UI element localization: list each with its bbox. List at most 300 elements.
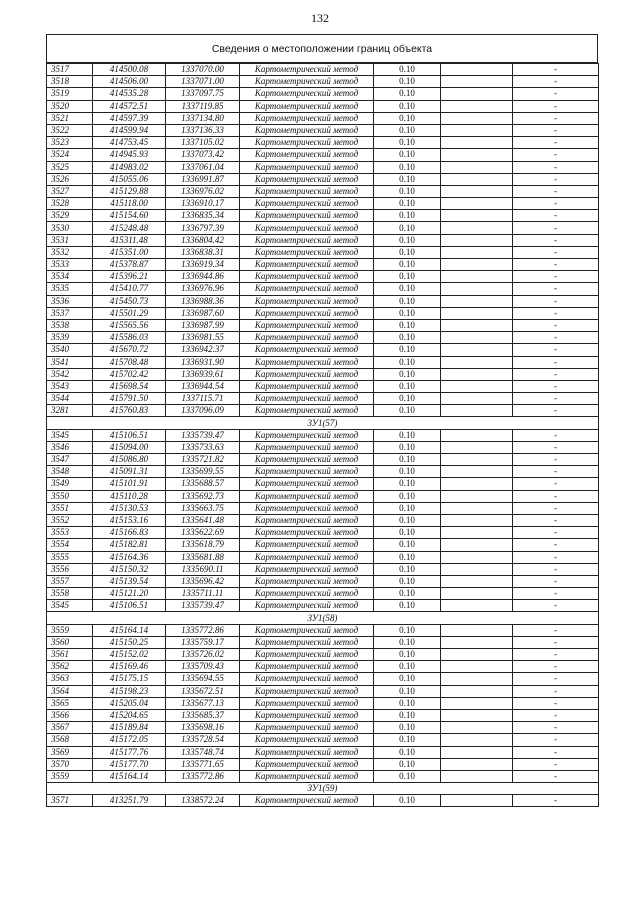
method-cell: Картометрический метод [240,88,374,100]
table-row [47,466,599,478]
x-coordinate-cell: 415177.70 [93,758,166,770]
point-number-cell: 3565 [47,697,93,709]
empty-cell [441,88,513,100]
y-coordinate-cell: 1335694.55 [166,673,240,685]
empty-cell [441,770,513,782]
empty-cell [441,332,513,344]
accuracy-cell: 0.10 [374,64,441,76]
y-coordinate-cell: 1337115.71 [166,393,240,405]
x-coordinate-cell: 415164.14 [93,770,166,782]
description-cell: - [513,198,599,210]
empty-cell [441,185,513,197]
method-cell: Картометрический метод [240,319,374,331]
accuracy-cell: 0.10 [374,307,441,319]
x-coordinate-cell: 415094.00 [93,441,166,453]
accuracy-cell: 0.10 [374,588,441,600]
y-coordinate-cell: 1335696.42 [166,575,240,587]
point-number-cell: 3548 [47,466,93,478]
table-row [47,575,599,587]
accuracy-cell: 0.10 [374,770,441,782]
description-cell: - [513,405,599,417]
method-cell: Картометрический метод [240,563,374,575]
table-row [47,697,599,709]
point-number-cell: 3517 [47,64,93,76]
y-coordinate-cell: 1335733.63 [166,441,240,453]
method-cell: Картометрический метод [240,246,374,258]
x-coordinate-cell: 415152.02 [93,649,166,661]
y-coordinate-cell: 1335685.37 [166,709,240,721]
method-cell: Картометрический метод [240,198,374,210]
y-coordinate-cell: 1336976.96 [166,283,240,295]
point-number-cell: 3568 [47,734,93,746]
y-coordinate-cell: 1336987.60 [166,307,240,319]
boundary-points-table [46,63,599,807]
table-row [47,259,599,271]
table-row [47,551,599,563]
method-cell: Картометрический метод [240,283,374,295]
description-cell: - [513,344,599,356]
accuracy-cell: 0.10 [374,624,441,636]
y-coordinate-cell: 1335641.48 [166,514,240,526]
x-coordinate-cell: 415198.23 [93,685,166,697]
description-cell: - [513,271,599,283]
x-coordinate-cell: 415586.03 [93,332,166,344]
empty-cell [441,466,513,478]
method-cell: Картометрический метод [240,259,374,271]
point-number-cell: 3527 [47,185,93,197]
empty-cell [441,319,513,331]
table-title: Сведения о местоположении границ объекта [46,34,598,63]
description-cell: - [513,709,599,721]
method-cell: Картометрический метод [240,734,374,746]
boundary-table-frame [46,34,598,807]
accuracy-cell: 0.10 [374,405,441,417]
point-number-cell: 3553 [47,527,93,539]
x-coordinate-cell: 415130.53 [93,502,166,514]
x-coordinate-cell: 415205.04 [93,697,166,709]
accuracy-cell: 0.10 [374,319,441,331]
section-label: ЗУ1(58) [47,612,599,624]
section-label: ЗУ1(59) [47,783,599,795]
description-cell: - [513,137,599,149]
x-coordinate-cell: 415177.76 [93,746,166,758]
y-coordinate-cell: 1336976.02 [166,185,240,197]
table-row [47,149,599,161]
method-cell: Картометрический метод [240,429,374,441]
description-cell: - [513,588,599,600]
x-coordinate-cell: 415410.77 [93,283,166,295]
empty-cell [441,234,513,246]
accuracy-cell: 0.10 [374,271,441,283]
x-coordinate-cell: 415121.20 [93,588,166,600]
accuracy-cell: 0.10 [374,454,441,466]
x-coordinate-cell: 415182.81 [93,539,166,551]
point-number-cell: 3533 [47,259,93,271]
description-cell: - [513,88,599,100]
y-coordinate-cell: 1335771.65 [166,758,240,770]
empty-cell [441,795,513,807]
section-row [47,417,599,429]
x-coordinate-cell: 415153.16 [93,514,166,526]
empty-cell [441,307,513,319]
empty-cell [441,283,513,295]
y-coordinate-cell: 1337073.42 [166,149,240,161]
point-number-cell: 3545 [47,600,93,612]
table-row [47,198,599,210]
table-row [47,393,599,405]
empty-cell [441,124,513,136]
accuracy-cell: 0.10 [374,478,441,490]
method-cell: Картометрический метод [240,295,374,307]
x-coordinate-cell: 415150.25 [93,636,166,648]
x-coordinate-cell: 415501.29 [93,307,166,319]
y-coordinate-cell: 1335688.57 [166,478,240,490]
description-cell: - [513,539,599,551]
description-cell: - [513,685,599,697]
method-cell: Картометрический метод [240,588,374,600]
empty-cell [441,368,513,380]
accuracy-cell: 0.10 [374,283,441,295]
point-number-cell: 3535 [47,283,93,295]
section-row [47,783,599,795]
description-cell: - [513,490,599,502]
table-body [47,64,599,807]
y-coordinate-cell: 1335709.43 [166,661,240,673]
point-number-cell: 3519 [47,88,93,100]
x-coordinate-cell: 415154.60 [93,210,166,222]
accuracy-cell: 0.10 [374,429,441,441]
accuracy-cell: 0.10 [374,441,441,453]
description-cell: - [513,283,599,295]
point-number-cell: 3546 [47,441,93,453]
page-number: 132 [311,11,329,25]
y-coordinate-cell: 1336981.55 [166,332,240,344]
table-row [47,405,599,417]
empty-cell [441,161,513,173]
empty-cell [441,198,513,210]
accuracy-cell: 0.10 [374,88,441,100]
table-row [47,649,599,661]
point-number-cell: 3521 [47,112,93,124]
x-coordinate-cell: 415106.51 [93,600,166,612]
description-cell: - [513,307,599,319]
description-cell: - [513,76,599,88]
y-coordinate-cell: 1336804.42 [166,234,240,246]
description-cell: - [513,758,599,770]
x-coordinate-cell: 415106.51 [93,429,166,441]
accuracy-cell: 0.10 [374,734,441,746]
accuracy-cell: 0.10 [374,551,441,563]
method-cell: Картометрический метод [240,673,374,685]
accuracy-cell: 0.10 [374,709,441,721]
empty-cell [441,149,513,161]
section-label: ЗУ1(57) [47,417,599,429]
x-coordinate-cell: 414599.94 [93,124,166,136]
description-cell: - [513,234,599,246]
method-cell: Картометрический метод [240,527,374,539]
table-row [47,173,599,185]
y-coordinate-cell: 1336988.36 [166,295,240,307]
x-coordinate-cell: 415172.05 [93,734,166,746]
y-coordinate-cell: 1337096.09 [166,405,240,417]
x-coordinate-cell: 415129.88 [93,185,166,197]
y-coordinate-cell: 1337061.04 [166,161,240,173]
x-coordinate-cell: 414597.39 [93,112,166,124]
table-row [47,441,599,453]
empty-cell [441,454,513,466]
x-coordinate-cell: 415150.32 [93,563,166,575]
y-coordinate-cell: 1335728.54 [166,734,240,746]
point-number-cell: 3557 [47,575,93,587]
empty-cell [441,173,513,185]
accuracy-cell: 0.10 [374,210,441,222]
empty-cell [441,210,513,222]
y-coordinate-cell: 1338572.24 [166,795,240,807]
accuracy-cell: 0.10 [374,380,441,392]
x-coordinate-cell: 415351.00 [93,246,166,258]
table-row [47,478,599,490]
description-cell: - [513,210,599,222]
table-row [47,246,599,258]
x-coordinate-cell: 415118.00 [93,198,166,210]
y-coordinate-cell: 1337119.85 [166,100,240,112]
description-cell: - [513,332,599,344]
point-number-cell: 3525 [47,161,93,173]
table-row [47,588,599,600]
empty-cell [441,64,513,76]
method-cell: Картометрический метод [240,636,374,648]
method-cell: Картометрический метод [240,709,374,721]
description-cell: - [513,454,599,466]
point-number-cell: 3556 [47,563,93,575]
y-coordinate-cell: 1337134.80 [166,112,240,124]
table-row [47,234,599,246]
point-number-cell: 3530 [47,222,93,234]
method-cell: Картометрический метод [240,661,374,673]
point-number-cell: 3544 [47,393,93,405]
table-row [47,502,599,514]
description-cell: - [513,600,599,612]
empty-cell [441,490,513,502]
y-coordinate-cell: 1337071.00 [166,76,240,88]
method-cell: Картометрический метод [240,466,374,478]
x-coordinate-cell: 415698.54 [93,380,166,392]
method-cell: Картометрический метод [240,770,374,782]
point-number-cell: 3545 [47,429,93,441]
x-coordinate-cell: 414535.28 [93,88,166,100]
accuracy-cell: 0.10 [374,356,441,368]
empty-cell [441,380,513,392]
point-number-cell: 3537 [47,307,93,319]
empty-cell [441,563,513,575]
method-cell: Картометрический метод [240,124,374,136]
point-number-cell: 3542 [47,368,93,380]
empty-cell [441,709,513,721]
point-number-cell: 3563 [47,673,93,685]
x-coordinate-cell: 415169.46 [93,661,166,673]
point-number-cell: 3550 [47,490,93,502]
table-row [47,185,599,197]
table-row [47,795,599,807]
empty-cell [441,588,513,600]
table-row [47,356,599,368]
description-cell: - [513,795,599,807]
method-cell: Картометрический метод [240,697,374,709]
x-coordinate-cell: 415396.21 [93,271,166,283]
description-cell: - [513,551,599,563]
accuracy-cell: 0.10 [374,295,441,307]
x-coordinate-cell: 415708.48 [93,356,166,368]
y-coordinate-cell: 1335677.13 [166,697,240,709]
table-row [47,76,599,88]
empty-cell [441,100,513,112]
table-row [47,271,599,283]
accuracy-cell: 0.10 [374,636,441,648]
accuracy-cell: 0.10 [374,149,441,161]
table-row [47,344,599,356]
point-number-cell: 3532 [47,246,93,258]
y-coordinate-cell: 1335622.69 [166,527,240,539]
x-coordinate-cell: 415378.87 [93,259,166,271]
point-number-cell: 3531 [47,234,93,246]
table-row [47,636,599,648]
x-coordinate-cell: 415791.50 [93,393,166,405]
x-coordinate-cell: 415164.14 [93,624,166,636]
method-cell: Картометрический метод [240,393,374,405]
method-cell: Картометрический метод [240,600,374,612]
description-cell: - [513,673,599,685]
table-row [47,332,599,344]
x-coordinate-cell: 414983.02 [93,161,166,173]
table-row [47,600,599,612]
point-number-cell: 3518 [47,76,93,88]
y-coordinate-cell: 1336944.54 [166,380,240,392]
method-cell: Картометрический метод [240,551,374,563]
description-cell: - [513,441,599,453]
y-coordinate-cell: 1335690.11 [166,563,240,575]
point-number-cell: 3555 [47,551,93,563]
accuracy-cell: 0.10 [374,685,441,697]
method-cell: Картометрический метод [240,344,374,356]
x-coordinate-cell: 415204.65 [93,709,166,721]
table-row [47,307,599,319]
x-coordinate-cell: 415189.84 [93,722,166,734]
method-cell: Картометрический метод [240,149,374,161]
method-cell: Картометрический метод [240,64,374,76]
point-number-cell: 3569 [47,746,93,758]
empty-cell [441,685,513,697]
description-cell: - [513,319,599,331]
point-number-cell: 3541 [47,356,93,368]
table-row [47,161,599,173]
description-cell: - [513,429,599,441]
table-row [47,624,599,636]
description-cell: - [513,149,599,161]
empty-cell [441,734,513,746]
y-coordinate-cell: 1335698.16 [166,722,240,734]
method-cell: Картометрический метод [240,575,374,587]
point-number-cell: 3561 [47,649,93,661]
empty-cell [441,636,513,648]
y-coordinate-cell: 1335759.17 [166,636,240,648]
description-cell: - [513,112,599,124]
y-coordinate-cell: 1335748.74 [166,746,240,758]
x-coordinate-cell: 415110.28 [93,490,166,502]
x-coordinate-cell: 415101.91 [93,478,166,490]
y-coordinate-cell: 1336944.86 [166,271,240,283]
table-row [47,514,599,526]
description-cell: - [513,356,599,368]
method-cell: Картометрический метод [240,539,374,551]
accuracy-cell: 0.10 [374,198,441,210]
table-row [47,563,599,575]
description-cell: - [513,514,599,526]
description-cell: - [513,161,599,173]
method-cell: Картометрический метод [240,758,374,770]
empty-cell [441,429,513,441]
point-number-cell: 3540 [47,344,93,356]
x-coordinate-cell: 415760.83 [93,405,166,417]
method-cell: Картометрический метод [240,307,374,319]
x-coordinate-cell: 415702.42 [93,368,166,380]
method-cell: Картометрический метод [240,356,374,368]
empty-cell [441,393,513,405]
accuracy-cell: 0.10 [374,368,441,380]
table-row [47,661,599,673]
point-number-cell: 3522 [47,124,93,136]
empty-cell [441,356,513,368]
y-coordinate-cell: 1335739.47 [166,429,240,441]
point-number-cell: 3570 [47,758,93,770]
y-coordinate-cell: 1335681.88 [166,551,240,563]
method-cell: Картометрический метод [240,795,374,807]
accuracy-cell: 0.10 [374,393,441,405]
accuracy-cell: 0.10 [374,259,441,271]
empty-cell [441,137,513,149]
y-coordinate-cell: 1335672.51 [166,685,240,697]
y-coordinate-cell: 1335692.73 [166,490,240,502]
method-cell: Картометрический метод [240,514,374,526]
point-number-cell: 3560 [47,636,93,648]
empty-cell [441,539,513,551]
x-coordinate-cell: 415166.83 [93,527,166,539]
point-number-cell: 3552 [47,514,93,526]
x-coordinate-cell: 415175.15 [93,673,166,685]
method-cell: Картометрический метод [240,332,374,344]
table-row [47,100,599,112]
table-row [47,112,599,124]
accuracy-cell: 0.10 [374,332,441,344]
table-row [47,222,599,234]
point-number-cell: 3558 [47,588,93,600]
point-number-cell: 3529 [47,210,93,222]
point-number-cell: 3551 [47,502,93,514]
point-number-cell: 3281 [47,405,93,417]
x-coordinate-cell: 415091.31 [93,466,166,478]
empty-cell [441,697,513,709]
y-coordinate-cell: 1336987.99 [166,319,240,331]
method-cell: Картометрический метод [240,222,374,234]
description-cell: - [513,185,599,197]
point-number-cell: 3559 [47,770,93,782]
point-number-cell: 3566 [47,709,93,721]
x-coordinate-cell: 414753.45 [93,137,166,149]
y-coordinate-cell: 1335726.02 [166,649,240,661]
description-cell: - [513,124,599,136]
x-coordinate-cell: 414500.08 [93,64,166,76]
y-coordinate-cell: 1336919.34 [166,259,240,271]
empty-cell [441,673,513,685]
